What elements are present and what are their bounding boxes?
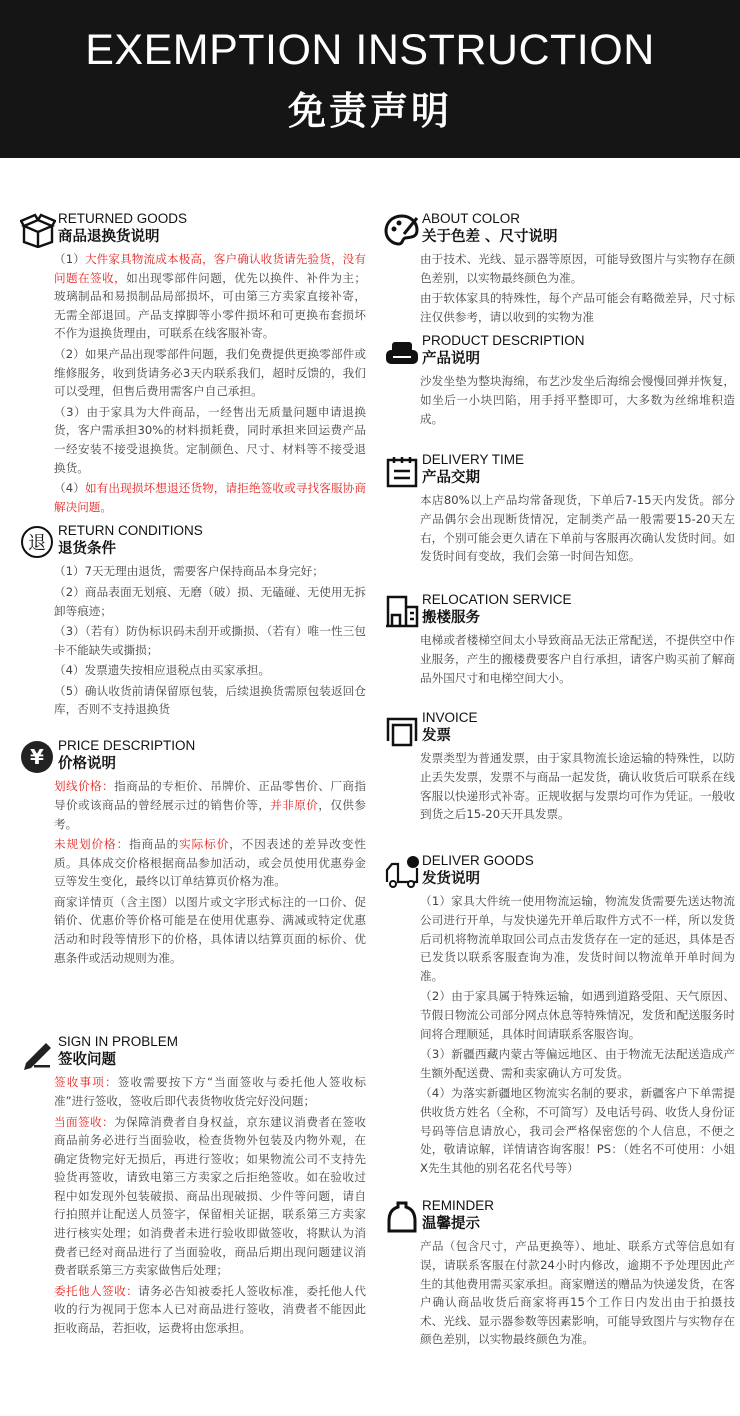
paragraph: [420, 289, 735, 326]
pen-icon: [20, 1035, 56, 1071]
text: （1）7天无理由退货，需要客户保持商品本身完好；: [54, 564, 324, 579]
section-invoice: [384, 711, 738, 854]
highlighted-text: 划线价格：: [54, 779, 115, 794]
section-deliver-goods: [384, 854, 738, 1199]
section-body: [420, 370, 735, 428]
text: （5）确认收货前请保留原包装，后续退换货需原包装返回仓库，否则不支持退换货: [54, 683, 366, 717]
section-title-en: DELIVER GOODS: [422, 853, 534, 869]
paragraph: [54, 479, 366, 516]
text: 产品（包含尺寸，产品更换等）、地址、联系方式等信息如有误，请联系客服在付款24小时内修改，逾期不予处理因此产生的其他费用需买家承担。商家赠送的赠品为快递发货，在客户确认商品收货后商家将再15个工作日内发出由于拍摄技术、光线、显示器参数等因素影响，可能导致图片与实物存在颜色差别，以实物最终颜色为准。: [420, 1239, 735, 1347]
palette-icon: [384, 212, 420, 248]
section-body: [54, 775, 366, 967]
paragraph: [54, 583, 366, 620]
section-title-en: RETURNED GOODS: [58, 211, 188, 226]
section-body: [420, 248, 735, 326]
section-body: [54, 560, 366, 719]
sofa-icon: [384, 334, 420, 370]
highlighted-text: 未规划价格：: [54, 837, 130, 852]
paragraph: [54, 893, 366, 967]
section-title-en: INVOICE: [422, 710, 478, 726]
text: （3）由于家具为大件商品，一经售出无质量问题申请退换货，客户需承担30%的材料损耗费，同时承担来回运费产品一经安装不接受退换货。定制颜色、尺寸、材料等不接受退换货。: [54, 404, 366, 475]
calendar-icon: [384, 453, 420, 489]
text: （2）由于家具属于特殊运输，如遇到道路受阻、天气原因、节假日物流公司部分网点休息等特殊情况，发货和配送服务时间将合理顺延，具体时间请联系客服咨询。: [420, 989, 735, 1041]
text: 由于软体家具的特殊性，每个产品可能会有略微差异，尺寸标注仅供参考，请以收到的实物为准: [420, 291, 735, 324]
paragraph: [420, 892, 735, 985]
paragraph: [420, 749, 735, 823]
section-body: [420, 747, 735, 823]
box-icon: [20, 212, 56, 248]
section-about-color: [384, 212, 738, 334]
section-title-cn: 签收问题: [58, 1052, 116, 1069]
yen-icon: [20, 739, 56, 775]
section-title-en: PRODUCT DESCRIPTION: [422, 333, 585, 349]
paragraph: [420, 1045, 735, 1082]
section-title-cn: 产品说明: [422, 351, 480, 368]
section-returned-goods: [20, 212, 370, 524]
paragraph: [54, 661, 366, 680]
right-column: [384, 212, 738, 1357]
section-title-en: RETURN CONDITIONS: [58, 523, 203, 539]
section-product-description: [384, 334, 738, 453]
text: 指商品的: [129, 837, 180, 852]
section-title-cn: 搬楼服务: [422, 610, 480, 627]
text: （2）如果产品出现零部件问题，我们免费提供更换零部件或维修服务，收到货请务必3天内联系我们，超时反馈的，我们可以受理，但售后费用需客户自己承担。: [54, 346, 366, 399]
section-title-en: PRICE DESCRIPTION: [58, 738, 196, 754]
paragraph: [54, 562, 366, 581]
paragraph: [420, 1237, 735, 1349]
text: （3）（若有）防伪标识码未刮开或撕损、（若有）唯一性三包卡不能缺失或撕损；: [54, 624, 366, 657]
text: 请务必告知被委托人签收标准，委托他人代收的行为视同于您本人已对商品进行签收，消费者不能因此拒收商品，若拒收，运费将由您承担。: [54, 1283, 366, 1336]
building-icon: [384, 593, 420, 629]
title-cn: 免责声明: [287, 89, 452, 133]
return-badge-icon: [20, 524, 56, 560]
section-title-cn: 关于色差 、尺寸说明: [422, 229, 558, 245]
section-title-cn: 退货条件: [58, 541, 116, 558]
section-title-en: ABOUT COLOR: [422, 211, 521, 226]
highlighted-text: 实际标价: [179, 837, 230, 852]
section-title-cn: 发货说明: [422, 871, 480, 888]
paragraph: [54, 1073, 366, 1110]
text: 由于技术、光线、显示器等原因，可能导致图片与实物存在颜色差别，以实物最终颜色为准。: [420, 252, 735, 285]
paragraph: [54, 622, 366, 659]
paragraph: [54, 345, 366, 401]
section-delivery-time: [384, 453, 738, 593]
section-title-cn: 价格说明: [58, 756, 116, 773]
text: 签收需要按下方“当面签收与委托他人签收标准”进行签收，签收后即代表货物收货完好没问题；: [54, 1075, 366, 1108]
paragraph: [54, 682, 366, 719]
text: 发票类型为普通发票，由于家具物流长途运输的特殊性，以防止丢失发票，发票不与商品一起发货，确认收货后可联系在线客服以快递形式补寄。正规收据与发票均可作为凭证。一般收到货之后15-20天开具发票。: [420, 751, 735, 822]
page-header: [0, 0, 740, 158]
text: 电梯或者楼梯空间太小导致商品无法正常配送，不提供空中作业服务，产生的搬楼费要客户自行承担，请客户购买前了解商品外国尺寸和电梯空间大小。: [420, 633, 735, 685]
text: （1）: [54, 252, 85, 266]
paragraph: [420, 1084, 735, 1177]
paragraph: [54, 777, 366, 833]
paragraph: [54, 835, 366, 891]
text: 指商品的专柜价、吊牌价、正品零售价、厂商指导价或该商品的曾经展示过的销售价等，: [54, 779, 366, 812]
text: （3）新疆西藏内蒙古等偏远地区、由于物流无法配送造成产生额外配送费、需和卖家确认方可发货。: [420, 1047, 735, 1080]
text: 沙发坐垫为整块海绵，布艺沙发坐后海绵会慢慢回弹并恢复，如坐后一小块凹陷，用手捋平整即可，大多数为丝绵堆积造成。: [420, 374, 735, 426]
section-title-en: REMINDER: [422, 1198, 495, 1214]
section-body: [54, 1071, 366, 1337]
section-relocation-service: [384, 593, 738, 711]
text: （1）家具大件统一使用物流运输，物流发货需要先送达物流公司进行开单，与发快递先开单后取件方式不一样，所以发货后司机将物流单取回公司点击发货存在一定的延迟，具体是否已发货以联系客服查询为准，发货时间以物流单开单时间为准。: [420, 894, 735, 983]
section-body: [54, 248, 366, 516]
text: 为保障消费者自身权益，京东建议消费者在签收商品前务必进行当面验收，检查货物外包装及内物外观，在确定货物完好无损后，再进行签收；如果物流公司不支持先验货再签收，请致电第三方卖家之后拒绝签收。如在验收过程中如发现外包装破损、商品出现破损、少件等问题，请自行拍照并让配送人员签字，保留相关证据，联系第三方卖家进行核实处理；如消费者未进行验收即做签收，将默认为消费者已经对商品进行了当面验收，商品后期出现问题建议消费者联系第三方卖家做售后处理；: [54, 1114, 366, 1278]
paragraph: [420, 631, 735, 687]
text: （2）商品表面无划痕、无磨（破）损、无磕碰、无使用无拆卸等痕迹；: [54, 584, 366, 618]
text: 商家详情页（含主图）以图片或文字形式标注的一口价、促销价、优惠价等价格可能是在使用优惠券、满减或特定优惠活动和时段等情形下的价格，具体请以结算页面的标价、优惠条件或活动规则为准。: [54, 894, 366, 965]
text: 本店80%以上产品均常备现货，下单后7-15天内发货。部分产品偶尔会出现断货情况，定制类产品一般需要15-20天左右，个别可能会更久请在下单前与客服再次确认发货时间。如发货时间有变故，我们会第一时间告知您。: [420, 493, 735, 564]
section-title-cn: 温馨提示: [422, 1216, 480, 1233]
section-body: [420, 489, 735, 565]
highlighted-text: 大件家具物流成本极高，客户确认收货请先验货，没有问题在签收，: [54, 252, 366, 285]
section-title-en: RELOCATION SERVICE: [422, 592, 572, 608]
printer-icon: [384, 711, 420, 747]
section-price-description: [20, 739, 370, 1035]
text: ，仅供参考。: [54, 797, 366, 831]
highlighted-text: 并非原价: [270, 797, 319, 812]
text: ，不因表述的差异改变性质。具体成交价格根据商品参加活动，或会员使用优惠券金豆等发生变化，最终以订单结算页价格为准。: [54, 837, 366, 889]
paragraph: [54, 403, 366, 477]
highlighted-text: 当面签收：: [54, 1114, 115, 1129]
left-column: [20, 212, 370, 1346]
section-title-cn: 商品退换货说明: [58, 229, 160, 245]
paragraph: [420, 250, 735, 287]
paragraph: [420, 987, 735, 1043]
text: （4）为落实新疆地区物流实名制的要求，新疆客户下单需提供收货方姓名（全称，不可简写）及电话号码、收货人身份证号码等信息请放心，我司会严格保密您的个人信息，不便之处，敬请谅解，详情请咨询客服！PS：（姓名不可使用：小姐X先生其他的别名花名代号等）: [420, 1086, 735, 1175]
section-title-en: DELIVERY TIME: [422, 452, 525, 468]
highlighted-text: 委托他人签收：: [54, 1283, 139, 1298]
section-reminder: [384, 1199, 738, 1357]
paragraph: [420, 372, 735, 428]
section-body: [420, 890, 735, 1177]
text: （4）: [54, 481, 85, 496]
section-title-en: SIGN IN PROBLEM: [58, 1034, 179, 1050]
section-sign-in-problem: [20, 1035, 370, 1345]
highlighted-text: 如有出现损坏想退还货物，请拒绝签收或寻找客服协商解决问题。: [54, 481, 366, 514]
paragraph: [54, 1113, 366, 1280]
paragraph: [54, 1282, 366, 1338]
highlighted-text: 签收事项：: [54, 1075, 118, 1090]
title-en: EXEMPTION INSTRUCTION: [85, 26, 655, 74]
svg-text:退: 退: [28, 533, 46, 555]
truck-icon: [384, 854, 420, 890]
text: （4）发票遗失按相应退税点由买家承担。: [54, 663, 271, 678]
section-body: [420, 1235, 735, 1349]
paragraph: [420, 491, 735, 565]
paragraph: [54, 250, 366, 343]
section-body: [420, 629, 735, 687]
section-return-conditions: [20, 524, 370, 739]
section-title-cn: 产品交期: [422, 470, 480, 487]
section-title-cn: 发票: [422, 728, 451, 745]
text: 如出现零部件问题，优先以换件、补件为主；玻璃制品和易损制品局部损坏，可由第三方卖家直接补寄，无需全部退回。产品支撑脚等小零件损坏和可更换布套损坏不作为退换货理由，可联系在线客服补寄。: [54, 270, 366, 341]
bell-icon: [384, 1199, 420, 1235]
svg-text:¥: ¥: [30, 745, 44, 770]
